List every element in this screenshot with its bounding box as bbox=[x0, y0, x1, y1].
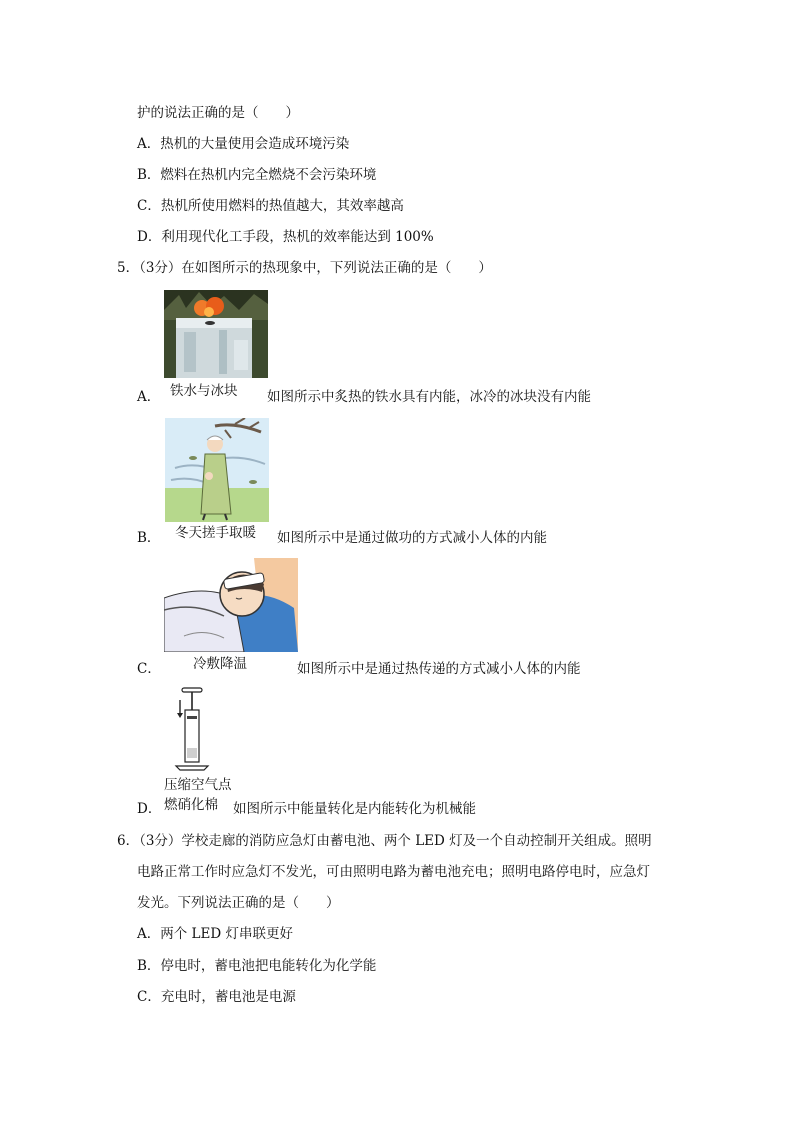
option-label: B． bbox=[137, 958, 161, 974]
q5-option-d-label: D． bbox=[137, 801, 162, 817]
option-label: D． bbox=[137, 229, 162, 245]
q5-stem: 5．（3分）在如图所示的热现象中，下列说法正确的是（ ） bbox=[117, 260, 492, 276]
q4-option-c bbox=[137, 197, 404, 215]
option-text: 热机所使用燃料的热值越大，其效率越高 bbox=[160, 198, 404, 214]
option-label: C． bbox=[137, 198, 161, 214]
q5-option-b-text: 如图所示中是通过做功的方式减小人体的内能 bbox=[277, 530, 547, 546]
option-text: 停电时，蓄电池把电能转化为化学能 bbox=[160, 958, 377, 974]
cold-compress-image bbox=[164, 558, 298, 652]
q4-stem-tail: 护的说法正确的是（ ） bbox=[137, 105, 299, 121]
option-label: B． bbox=[137, 167, 161, 183]
q5-option-a-label: A． bbox=[137, 389, 161, 405]
rubbing-hands-image bbox=[165, 418, 269, 522]
q6-stem-line2: 电路正常工作时应急灯不发光，可由照明电路为蓄电池充电；照明电路停电时，应急灯 bbox=[137, 864, 650, 880]
q5-option-d-caption-line1: 压缩空气点 bbox=[164, 777, 232, 793]
option-text: 两个 LED 灯串联更好 bbox=[160, 926, 293, 942]
option-text: 利用现代化工手段，热机的效率能达到 100% bbox=[161, 229, 434, 245]
q6-stem-line1: 6．（3分）学校走廊的消防应急灯由蓄电池、两个 LED 灯及一个自动控制开关组成。照明 bbox=[117, 833, 652, 849]
q4-option-d bbox=[137, 228, 434, 246]
q5-option-c-label: C． bbox=[137, 661, 161, 677]
q5-option-b-caption: 冬天搓手取暖 bbox=[175, 525, 256, 541]
iron-on-ice-image bbox=[164, 290, 268, 378]
q4-option-b bbox=[137, 166, 376, 184]
q6-option-b bbox=[137, 957, 376, 975]
option-label: A． bbox=[137, 136, 161, 152]
q5-option-c-caption: 冷敷降温 bbox=[193, 656, 247, 672]
q5-option-a-text: 如图所示中炙热的铁水具有内能，冰冷的冰块没有内能 bbox=[267, 389, 591, 405]
q4-option-a bbox=[137, 135, 349, 153]
q5-option-d-caption-line2: 燃硝化棉 bbox=[164, 797, 218, 813]
option-text: 热机的大量使用会造成环境污染 bbox=[160, 136, 350, 152]
q5-option-b-label: B． bbox=[137, 530, 161, 546]
option-label: A． bbox=[137, 926, 161, 942]
q5-option-d-text: 如图所示中能量转化是内能转化为机械能 bbox=[233, 801, 476, 817]
q5-option-c-text: 如图所示中是通过热传递的方式减小人体的内能 bbox=[297, 661, 581, 677]
option-text: 燃料在热机内完全燃烧不会污染环境 bbox=[160, 167, 377, 183]
compression-igniter-image bbox=[172, 686, 212, 772]
option-label: C． bbox=[137, 989, 161, 1005]
q5-option-a-caption: 铁水与冰块 bbox=[170, 383, 238, 399]
q6-option-a bbox=[137, 925, 293, 943]
q6-option-c bbox=[137, 988, 296, 1006]
option-text: 充电时，蓄电池是电源 bbox=[160, 989, 296, 1005]
q6-stem-line3: 发光。下列说法正确的是（ ） bbox=[137, 895, 340, 911]
